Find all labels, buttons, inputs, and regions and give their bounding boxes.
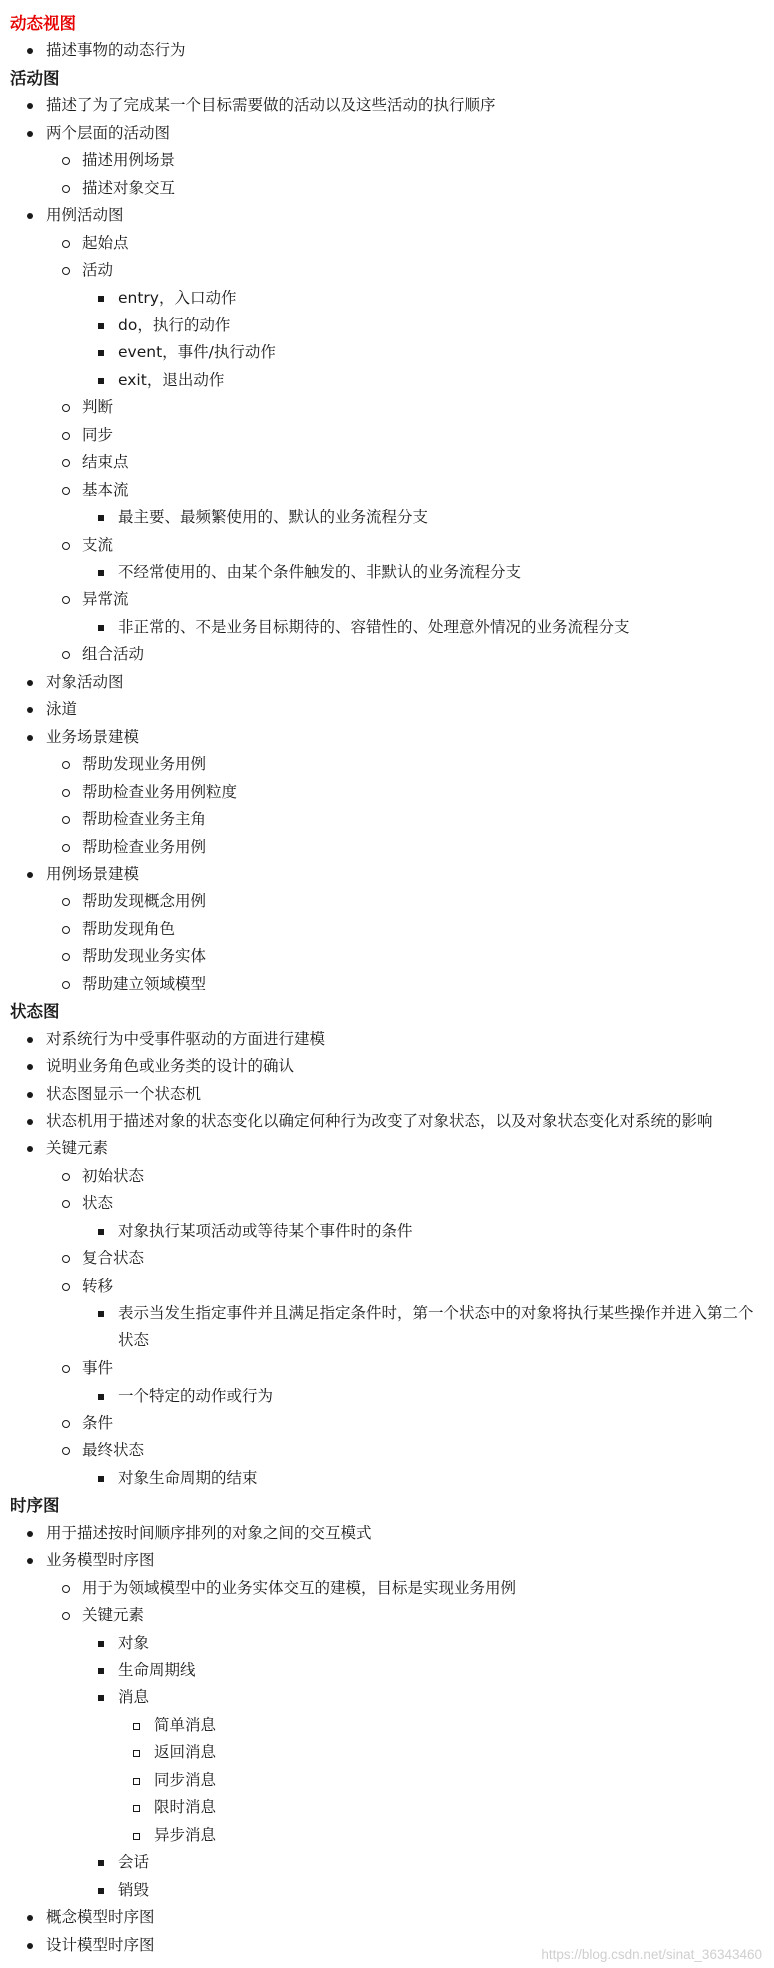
item-text: 状态图显示一个状态机 [46,1084,202,1103]
list-item [154,1822,216,1849]
item-text: 帮助建立领域模型 [82,974,207,993]
item-text: 对象执行某项活动或等待某个事件时的条件 [118,1221,413,1240]
item-text: 不经常使用的、由某个条件触发的、非默认的业务流程分支 [118,563,522,581]
bullet-square-icon [98,625,104,631]
item-text: 销毁 [118,1880,150,1899]
bullet-circle-icon [62,844,70,852]
list-item [118,1849,149,1876]
bullet-circle-icon [62,651,70,659]
bullet-disc-icon [27,872,33,878]
list-item [82,916,175,943]
list-item [82,641,144,668]
list-item [82,257,113,284]
list-item [46,1135,108,1162]
list-item [118,1300,754,1354]
bullet-square-icon [98,296,104,302]
bullet-square-icon [98,1311,104,1317]
item-text: 状态图 [10,1002,60,1022]
bullet-square-icon [98,1888,104,1894]
item-text: 判断 [82,398,114,417]
list-item [118,367,224,394]
item-text: 说明业务角色或业务类的设计的确认 [46,1057,295,1076]
item-text: 组合活动 [82,645,145,664]
list-item [46,1053,294,1080]
item-text: 业务场景建模 [46,727,140,746]
item-text: 时序图 [10,1496,60,1516]
item-text: 非正常的、不是业务目标期待的、容错性的、处理意外情况的业务流程分支 [118,617,630,636]
item-text: 泳道 [46,700,78,719]
watermark-text: https://blog.csdn.net/sinat_36343460 [541,1947,762,1962]
item-text: 帮助发现业务用例 [82,755,207,774]
item-text: 会话 [118,1853,150,1872]
bullet-circle-icon [62,185,70,193]
list-item [82,175,175,202]
list-item [46,202,124,229]
bullet-hollow-icon [133,1778,140,1785]
section-heading [10,998,60,1025]
bullet-square-icon [98,1476,104,1482]
list-item [82,806,206,833]
bullet-disc-icon [27,735,33,741]
item-text: 关键元素 [82,1606,145,1625]
bullet-circle-icon [62,240,70,248]
list-item [82,449,129,476]
list-item [82,971,206,998]
bullet-circle-icon [62,761,70,769]
item-text: 业务模型时序图 [46,1551,155,1570]
list-item [154,1739,216,1766]
item-text: 概念模型时序图 [46,1908,155,1927]
list-item [82,834,206,861]
item-text: 复合状态 [82,1249,145,1268]
item-text: 事件 [82,1359,114,1378]
item-text: entry，入口动作 [118,288,237,307]
item-text: do，执行的动作 [118,315,231,334]
item-text: 一个特定的动作或行为 [118,1386,274,1405]
bullet-square-icon [98,1641,104,1647]
bullet-disc-icon [27,103,33,109]
item-text: 用例场景建模 [46,864,140,883]
bullet-disc-icon [27,131,33,137]
list-item [118,559,521,586]
list-item [46,37,186,64]
bullet-disc-icon [27,1146,33,1152]
bullet-disc-icon [27,1092,33,1098]
list-item [46,1547,155,1574]
item-text: 状态机用于描述对象的状态变化以确定何种行为改变了对象状态，以及对象状态变化对系统的影响 [46,1112,713,1130]
bullet-square-icon [98,1394,104,1400]
item-text: 用例活动图 [46,206,124,225]
list-item [82,751,206,778]
list-item [46,120,170,147]
list-item [82,422,113,449]
item-text: 帮助检查业务用例 [82,837,207,856]
item-text: 帮助发现概念用例 [82,892,207,911]
list-item [118,339,276,366]
list-item [82,477,129,504]
bullet-disc-icon [27,680,33,686]
item-text: 对象 [118,1633,150,1652]
list-item [118,1877,149,1904]
list-item [82,1190,113,1217]
bullet-circle-icon [62,1447,70,1455]
list-item [82,1163,144,1190]
bullet-square-icon [98,570,104,576]
list-item [118,312,230,339]
list-item [46,724,139,751]
list-item [118,1218,413,1245]
bullet-square-icon [98,323,104,329]
list-item [46,92,496,119]
list-item [46,1932,155,1959]
list-item [46,696,77,723]
item-text: 简单消息 [154,1715,217,1734]
bullet-square-icon [98,378,104,384]
bullet-circle-icon [62,1420,70,1428]
item-text: 表示当发生指定事件并且满足指定条件时，第一个状态中的对象将执行某些操作并进入第二个状态 [118,1304,754,1350]
bullet-circle-icon [62,1585,70,1593]
bullet-disc-icon [27,1064,33,1070]
list-item [118,1684,149,1711]
list-item [118,285,236,312]
bullet-disc-icon [27,48,33,54]
item-text: event，事件/执行动作 [118,343,276,362]
item-text: 消息 [118,1688,150,1707]
bullet-circle-icon [62,898,70,906]
bullet-disc-icon [27,707,33,713]
bullet-circle-icon [62,487,70,495]
bullet-square-icon [98,1860,104,1866]
item-text: 起始点 [82,233,129,252]
item-text: 初始状态 [82,1166,145,1185]
list-item [154,1712,216,1739]
list-item [82,1273,113,1300]
list-item [118,1630,149,1657]
bullet-circle-icon [62,1283,70,1291]
list-item [82,230,129,257]
bullet-circle-icon [62,816,70,824]
section-heading [10,1492,60,1519]
item-text: 返回消息 [154,1743,217,1762]
bullet-disc-icon [27,1915,33,1921]
item-text: 状态 [82,1194,114,1213]
list-item [118,1657,196,1684]
item-text: 同步 [82,425,114,444]
list-item [82,1437,144,1464]
list-item [46,861,139,888]
item-text: 对象生命周期的结束 [118,1468,258,1487]
item-text: exit，退出动作 [118,370,225,389]
item-text: 最主要、最频繁使用的、默认的业务流程分支 [118,508,429,527]
item-text: 活动 [82,261,114,280]
bullet-circle-icon [62,1365,70,1373]
list-item [82,532,113,559]
item-text: 动态视图 [10,14,76,33]
list-item [118,614,630,641]
bullet-circle-icon [62,157,70,165]
list-item [46,1520,372,1547]
bullet-circle-icon [62,432,70,440]
item-text: 结束点 [82,453,129,472]
list-item [82,1355,113,1382]
item-text: 转移 [82,1276,114,1295]
bullet-hollow-icon [133,1805,140,1812]
item-text: 同步消息 [154,1770,217,1789]
bullet-circle-icon [62,981,70,989]
list-item [46,1026,325,1053]
list-item [82,1575,516,1602]
item-text: 帮助检查业务主角 [82,810,207,829]
bullet-circle-icon [62,789,70,797]
item-text: 帮助检查业务用例粒度 [82,782,238,801]
item-text: 活动图 [10,68,60,88]
bullet-circle-icon [62,596,70,604]
list-item [46,1081,201,1108]
item-text: 异步消息 [154,1825,217,1844]
bullet-square-icon [98,1695,104,1701]
bullet-disc-icon [27,1531,33,1537]
item-text: 描述用例场景 [82,151,176,170]
list-item [118,1383,273,1410]
bullet-hollow-icon [133,1723,140,1730]
item-text: 异常流 [82,590,129,609]
list-item [46,1108,713,1135]
bullet-circle-icon [62,267,70,275]
bullet-disc-icon [27,1558,33,1564]
list-item [82,943,206,970]
list-item [82,888,206,915]
bullet-circle-icon [62,459,70,467]
bullet-square-icon [98,1229,104,1235]
item-text: 用于为领域模型中的业务实体交互的建模，目标是实现业务用例 [82,1578,517,1597]
item-text: 生命周期线 [118,1661,196,1679]
bullet-disc-icon [27,1037,33,1043]
bullet-circle-icon [62,926,70,934]
list-item [82,394,113,421]
list-item [82,1410,113,1437]
bullet-disc-icon [27,1943,33,1949]
bullet-circle-icon [62,404,70,412]
item-text: 最终状态 [82,1441,145,1460]
item-text: 设计模型时序图 [46,1935,155,1954]
bullet-square-icon [98,350,104,356]
section-heading [10,10,76,37]
list-item [82,586,129,613]
bullet-circle-icon [62,542,70,550]
list-item [82,1245,144,1272]
bullet-square-icon [98,515,104,521]
section-heading [10,65,60,92]
item-text: 描述事物的动态行为 [46,41,186,60]
item-text: 基本流 [82,480,129,499]
item-text: 帮助发现角色 [82,919,176,938]
bullet-hollow-icon [133,1833,140,1840]
item-text: 条件 [82,1413,114,1432]
item-text: 对系统行为中受事件驱动的方面进行建模 [46,1029,326,1048]
bullet-circle-icon [62,953,70,961]
list-item [154,1794,216,1821]
list-item [118,504,428,531]
bullet-hollow-icon [133,1750,140,1757]
item-text: 两个层面的活动图 [46,123,171,142]
item-text: 支流 [82,535,114,554]
bullet-circle-icon [62,1200,70,1208]
item-text: 关键元素 [46,1139,109,1158]
list-item [154,1767,216,1794]
list-item [82,779,237,806]
item-text: 描述对象交互 [82,178,176,197]
list-item [46,669,124,696]
bullet-circle-icon [62,1173,70,1181]
item-text: 描述了为了完成某一个目标需要做的活动以及这些活动的执行顺序 [46,96,496,115]
item-text: 用于描述按时间顺序排列的对象之间的交互模式 [46,1523,372,1542]
bullet-square-icon [98,1668,104,1674]
item-text: 对象活动图 [46,672,124,691]
bullet-circle-icon [62,1612,70,1620]
bullet-disc-icon [27,1119,33,1125]
list-item [118,1465,258,1492]
item-text: 帮助发现业务实体 [82,947,207,966]
item-text: 限时消息 [154,1798,217,1817]
bullet-circle-icon [62,1255,70,1263]
list-item [82,1602,144,1629]
bullet-disc-icon [27,213,33,219]
list-item [46,1904,155,1931]
list-item [82,147,175,174]
